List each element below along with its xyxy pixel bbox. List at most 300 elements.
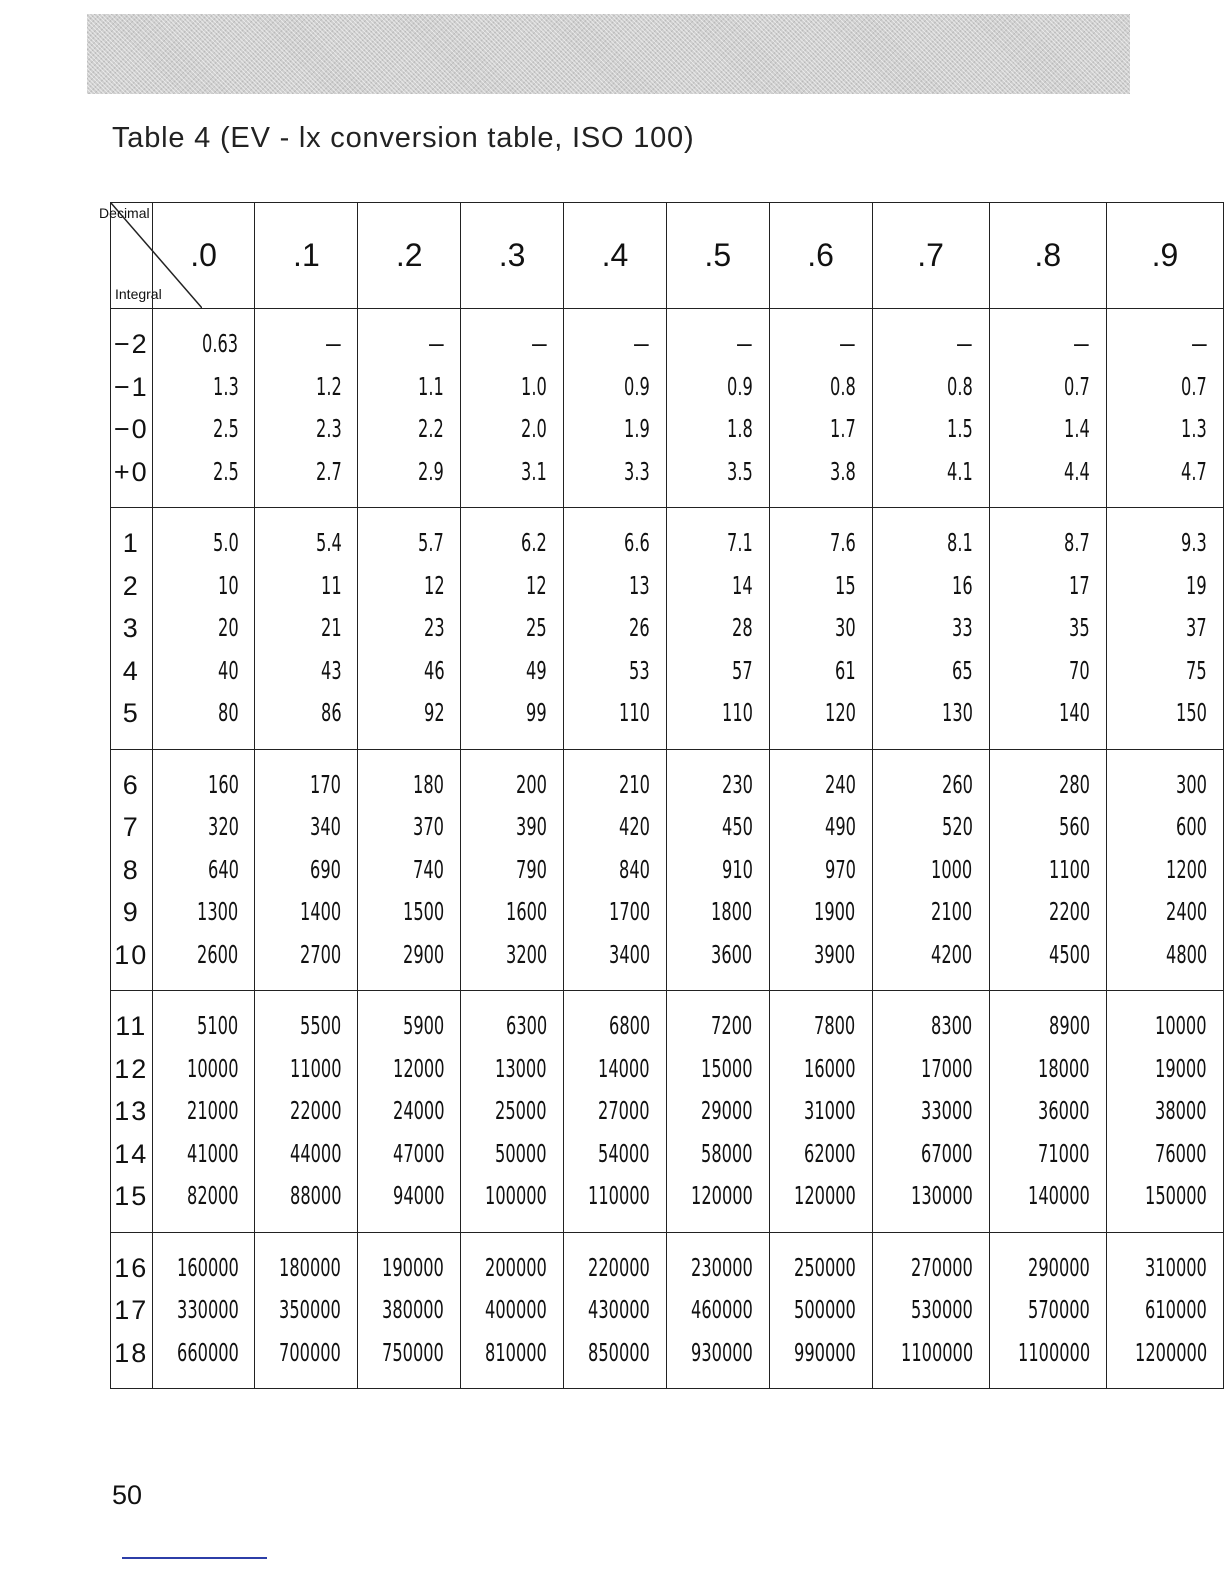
lux-value: 450 <box>721 812 753 841</box>
lux-value-cell <box>769 806 872 849</box>
lux-value-cell <box>152 522 255 565</box>
table-row <box>111 1090 1224 1133</box>
lux-value: 5.4 <box>315 528 342 557</box>
spacer-cell <box>872 976 989 991</box>
spacer-cell <box>152 1218 255 1233</box>
spacer-cell <box>564 991 667 1006</box>
spacer-cell <box>255 991 358 1006</box>
lux-value: 30 <box>834 613 856 642</box>
lux-value-cell <box>358 1175 461 1218</box>
lux-value-cell <box>255 1005 358 1048</box>
lux-value: — <box>956 329 973 358</box>
spacer-cell <box>564 1232 667 1247</box>
spacer-cell <box>872 493 989 508</box>
lux-value: 970 <box>824 854 856 884</box>
spacer-cell <box>111 1232 153 1247</box>
row-ev-label: +0 <box>111 451 153 494</box>
lux-value-cell <box>872 1247 989 1290</box>
lux-value: 94000 <box>392 1181 445 1210</box>
lux-value-cell <box>989 607 1106 650</box>
lux-value: 4500 <box>1048 939 1090 969</box>
group-spacer <box>111 735 1224 750</box>
lux-value-cell <box>358 1048 461 1091</box>
lux-value: 200 <box>516 769 547 799</box>
table-row <box>111 849 1224 892</box>
spacer-cell <box>255 1374 358 1389</box>
lux-value-cell <box>989 692 1106 735</box>
lux-value-cell <box>564 1247 667 1290</box>
lux-value: 240 <box>824 769 856 799</box>
lux-value: 57 <box>732 655 753 685</box>
lux-value: 340 <box>310 812 342 841</box>
lux-value-cell <box>461 1048 564 1091</box>
lux-value-cell <box>769 1289 872 1332</box>
table-row <box>111 891 1224 934</box>
lux-value: 21000 <box>186 1096 239 1125</box>
lux-value-cell <box>564 565 667 608</box>
lux-value: 3600 <box>711 939 753 969</box>
lux-value-cell <box>152 451 255 494</box>
lux-value-cell <box>872 1048 989 1091</box>
lux-value: 150000 <box>1145 1181 1207 1210</box>
lux-value-cell <box>255 1090 358 1133</box>
spacer-cell <box>769 976 872 991</box>
header-row <box>111 203 1224 309</box>
lux-value: 6.2 <box>521 528 547 557</box>
lux-value: — <box>325 329 342 358</box>
lux-value: 38000 <box>1155 1096 1207 1125</box>
spacer-cell <box>872 1218 989 1233</box>
lux-value: 10000 <box>1155 1011 1207 1040</box>
lux-value-cell <box>872 1090 989 1133</box>
lux-value-cell <box>769 1247 872 1290</box>
lux-value: 7200 <box>711 1011 753 1040</box>
spacer-cell <box>152 493 255 508</box>
lux-value: 300 <box>1176 769 1207 799</box>
lux-value-cell <box>461 1175 564 1218</box>
lux-value-cell <box>1106 1005 1223 1048</box>
lux-value: 28 <box>732 613 753 642</box>
lux-value-cell <box>989 849 1106 892</box>
row-ev-label: −0 <box>111 408 153 451</box>
spacer-cell <box>461 508 564 523</box>
lux-value-cell <box>989 1289 1106 1332</box>
lux-value-cell <box>461 607 564 650</box>
spacer-cell <box>769 309 872 324</box>
group-spacer <box>111 1374 1224 1389</box>
spacer-cell <box>1106 976 1223 991</box>
spacer-cell <box>358 1374 461 1389</box>
lux-value: 53 <box>629 655 650 685</box>
lux-value: 320 <box>207 812 239 841</box>
group-spacer <box>111 749 1224 764</box>
lux-value-cell <box>666 1133 769 1176</box>
spacer-cell <box>872 309 989 324</box>
lux-value: 1.2 <box>315 371 342 401</box>
lux-value: 310000 <box>1145 1252 1207 1282</box>
lux-value-cell <box>769 565 872 608</box>
spacer-cell <box>564 976 667 991</box>
lux-value-cell <box>989 1005 1106 1048</box>
lux-value: 5900 <box>402 1011 445 1040</box>
spacer-cell <box>111 735 153 750</box>
lux-value-cell <box>564 408 667 451</box>
spacer-cell <box>666 508 769 523</box>
lux-value: — <box>736 329 753 358</box>
lux-value-cell <box>564 451 667 494</box>
table-row <box>111 408 1224 451</box>
lux-value: 3.8 <box>829 456 856 486</box>
lux-value-cell <box>358 891 461 934</box>
lux-value: 390 <box>516 812 547 841</box>
spacer-cell <box>1106 749 1223 764</box>
lux-value-cell <box>769 366 872 409</box>
lux-value: 37 <box>1186 613 1207 642</box>
row-ev-label: 14 <box>111 1133 153 1176</box>
lux-value-cell <box>666 1090 769 1133</box>
lux-value-cell <box>666 692 769 735</box>
lux-value: 2.7 <box>315 456 342 486</box>
lux-value-cell <box>358 692 461 735</box>
lux-value-cell <box>255 764 358 807</box>
spacer-cell <box>152 735 255 750</box>
spacer-cell <box>989 508 1106 523</box>
lux-value-cell <box>989 1247 1106 1290</box>
lux-value: 420 <box>618 812 650 841</box>
lux-value-cell <box>666 565 769 608</box>
lux-value-cell <box>872 891 989 934</box>
lux-value-cell <box>769 607 872 650</box>
lux-value: 260 <box>941 769 973 799</box>
lux-value-cell <box>989 1090 1106 1133</box>
table-row <box>111 764 1224 807</box>
column-header: .8 <box>989 203 1106 309</box>
lux-value: 2400 <box>1165 897 1207 926</box>
lux-value: 2.5 <box>212 414 239 443</box>
lux-value-cell <box>769 522 872 565</box>
spacer-cell <box>872 735 989 750</box>
lux-value: 990000 <box>793 1337 856 1367</box>
lux-value-cell <box>989 650 1106 693</box>
lux-value: — <box>427 329 445 358</box>
lux-value-cell <box>152 692 255 735</box>
lux-value: 7.1 <box>726 528 753 557</box>
lux-value-cell <box>872 934 989 977</box>
spacer-cell <box>255 508 358 523</box>
lux-value-cell <box>255 1133 358 1176</box>
spacer-cell <box>461 1374 564 1389</box>
lux-value: 88000 <box>289 1181 342 1210</box>
lux-value-cell <box>989 806 1106 849</box>
lux-value: 19000 <box>1155 1053 1207 1083</box>
lux-value: 110000 <box>588 1181 650 1210</box>
spacer-cell <box>358 508 461 523</box>
row-ev-label: −2 <box>111 323 153 366</box>
lux-value: 21 <box>320 613 342 642</box>
lux-value-cell <box>666 323 769 366</box>
lux-value-cell <box>1106 1133 1223 1176</box>
lux-value: 2.3 <box>315 414 342 443</box>
lux-value-cell <box>872 323 989 366</box>
lux-value: 82000 <box>186 1181 239 1210</box>
lux-value: 200000 <box>485 1252 547 1282</box>
lux-value: 660000 <box>176 1337 239 1367</box>
column-header: .7 <box>872 203 989 309</box>
spacer-cell <box>564 309 667 324</box>
row-ev-label: 1 <box>111 522 153 565</box>
lux-value: 18000 <box>1038 1053 1090 1083</box>
lux-value: 490 <box>824 812 856 841</box>
lux-value-cell <box>564 806 667 849</box>
row-ev-label: 13 <box>111 1090 153 1133</box>
lux-value: 3.3 <box>624 456 650 486</box>
spacer-cell <box>989 976 1106 991</box>
lux-value-cell <box>358 650 461 693</box>
lux-value-cell <box>989 522 1106 565</box>
table-row <box>111 366 1224 409</box>
lux-value: 0.9 <box>726 371 753 401</box>
lux-value: 8.7 <box>1064 528 1090 557</box>
table-row <box>111 806 1224 849</box>
lux-value-cell <box>358 806 461 849</box>
lux-value: 2900 <box>402 939 445 969</box>
lux-value: 62000 <box>804 1138 856 1168</box>
lux-value-cell <box>666 408 769 451</box>
lux-value: 230 <box>721 769 753 799</box>
table-row <box>111 1175 1224 1218</box>
lux-value: 1800 <box>711 897 753 926</box>
lux-value-cell <box>769 1332 872 1375</box>
lux-value-cell <box>1106 408 1223 451</box>
lux-value-cell <box>1106 934 1223 977</box>
table-row <box>111 692 1224 735</box>
lux-value-cell <box>152 408 255 451</box>
spacer-cell <box>358 991 461 1006</box>
row-ev-label: 12 <box>111 1048 153 1091</box>
spacer-cell <box>564 1218 667 1233</box>
lux-value-cell <box>152 565 255 608</box>
lux-value-cell <box>152 1090 255 1133</box>
lux-value-cell <box>255 1332 358 1375</box>
lux-value: 220000 <box>588 1252 650 1282</box>
lux-value-cell <box>255 1048 358 1091</box>
lux-value-cell <box>358 323 461 366</box>
lux-value-cell <box>989 1332 1106 1375</box>
column-header: .0 <box>152 203 255 309</box>
lux-value-cell <box>666 806 769 849</box>
lux-value: 46 <box>423 655 445 685</box>
lux-value-cell <box>461 565 564 608</box>
lux-value-cell <box>872 607 989 650</box>
lux-value: 4.4 <box>1064 456 1090 486</box>
lux-value: 280 <box>1058 769 1090 799</box>
lux-value: 120000 <box>793 1181 856 1210</box>
lux-value: 5100 <box>197 1011 239 1040</box>
lux-value-cell <box>152 764 255 807</box>
lux-value: — <box>1190 329 1207 358</box>
lux-value-cell <box>769 323 872 366</box>
lux-value-cell <box>152 1133 255 1176</box>
lux-value-cell <box>989 764 1106 807</box>
lux-value-cell <box>1106 764 1223 807</box>
lux-value-cell <box>872 849 989 892</box>
spacer-cell <box>769 1374 872 1389</box>
lux-value: 19 <box>1186 570 1207 600</box>
lux-value-cell <box>564 849 667 892</box>
lux-value-cell <box>461 934 564 977</box>
spacer-cell <box>358 1218 461 1233</box>
spacer-cell <box>111 1218 153 1233</box>
lux-value: 430000 <box>588 1295 650 1324</box>
lux-value-cell <box>564 934 667 977</box>
lux-value-cell <box>358 934 461 977</box>
lux-value: 6800 <box>608 1011 650 1040</box>
lux-value-cell <box>769 1175 872 1218</box>
lux-value-cell <box>666 934 769 977</box>
lux-value-cell <box>769 692 872 735</box>
lux-value: 250000 <box>793 1252 856 1282</box>
lux-value-cell <box>989 565 1106 608</box>
lux-value: 1.5 <box>946 414 973 443</box>
lux-value-cell <box>666 1175 769 1218</box>
lux-value: 80 <box>217 698 239 727</box>
lux-value: 36000 <box>1038 1096 1090 1125</box>
lux-value: 270000 <box>910 1252 973 1282</box>
lux-value-cell <box>872 764 989 807</box>
spacer-cell <box>152 749 255 764</box>
lux-value: 0.7 <box>1064 371 1090 401</box>
lux-value-cell <box>989 1048 1106 1091</box>
spacer-cell <box>564 735 667 750</box>
spacer-cell <box>255 735 358 750</box>
lux-value-cell <box>255 1175 358 1218</box>
lux-value: 1300 <box>197 897 239 926</box>
row-ev-label: 3 <box>111 607 153 650</box>
lux-value-cell <box>461 1090 564 1133</box>
lux-value-cell <box>461 891 564 934</box>
lux-value-cell <box>564 1133 667 1176</box>
row-ev-label: 4 <box>111 650 153 693</box>
lux-value: 44000 <box>289 1138 342 1168</box>
lux-value-cell <box>255 934 358 977</box>
lux-value: 110 <box>721 698 753 727</box>
lux-value-cell <box>666 366 769 409</box>
header-band <box>87 14 1130 94</box>
lux-value-cell <box>461 451 564 494</box>
lux-value: 25000 <box>495 1096 547 1125</box>
lux-value: 10 <box>217 570 239 600</box>
spacer-cell <box>564 508 667 523</box>
lux-value: 61 <box>834 655 856 685</box>
lux-value-cell <box>769 849 872 892</box>
table-row <box>111 607 1224 650</box>
row-ev-label: 18 <box>111 1332 153 1375</box>
row-ev-label: 17 <box>111 1289 153 1332</box>
lux-value: 15 <box>834 570 856 600</box>
lux-value-cell <box>461 1005 564 1048</box>
lux-value: 1900 <box>814 897 856 926</box>
lux-value: 7800 <box>814 1011 856 1040</box>
lux-value: 3900 <box>814 939 856 969</box>
lux-value: 1.0 <box>521 371 547 401</box>
table-row <box>111 565 1224 608</box>
lux-value-cell <box>564 366 667 409</box>
lux-value-cell <box>989 451 1106 494</box>
lux-value: 140000 <box>1028 1181 1090 1210</box>
spacer-cell <box>872 1374 989 1389</box>
spacer-cell <box>152 309 255 324</box>
lux-value: 4800 <box>1165 939 1207 969</box>
table-row <box>111 934 1224 977</box>
spacer-cell <box>358 493 461 508</box>
row-ev-label: 5 <box>111 692 153 735</box>
spacer-cell <box>255 493 358 508</box>
lux-value-cell <box>564 1175 667 1218</box>
lux-value: 140 <box>1058 698 1090 727</box>
table-row <box>111 1289 1224 1332</box>
spacer-cell <box>461 493 564 508</box>
lux-value-cell <box>769 1005 872 1048</box>
lux-value: 2.2 <box>418 414 445 443</box>
table-row <box>111 650 1224 693</box>
spacer-cell <box>989 735 1106 750</box>
spacer-cell <box>358 749 461 764</box>
lux-value-cell <box>1106 1247 1223 1290</box>
lux-value: 13000 <box>495 1053 547 1083</box>
lux-value-cell <box>769 650 872 693</box>
lux-value-cell <box>152 1175 255 1218</box>
lux-value-cell <box>666 1005 769 1048</box>
spacer-cell <box>769 991 872 1006</box>
lux-value: 1700 <box>608 897 650 926</box>
table-row <box>111 1133 1224 1176</box>
lux-value-cell <box>255 323 358 366</box>
lux-value: 24000 <box>392 1096 445 1125</box>
spacer-cell <box>111 309 153 324</box>
corner-cell <box>99 203 162 309</box>
lux-value-cell <box>872 1005 989 1048</box>
lux-value: 7.6 <box>829 528 856 557</box>
lux-value: 27000 <box>598 1096 650 1125</box>
lux-value-cell <box>666 1289 769 1332</box>
spacer-cell <box>989 749 1106 764</box>
lux-value-cell <box>461 1247 564 1290</box>
spacer-cell <box>989 493 1106 508</box>
spacer-cell <box>769 493 872 508</box>
column-header: .4 <box>564 203 667 309</box>
lux-value-cell <box>666 522 769 565</box>
spacer-cell <box>666 991 769 1006</box>
lux-value-cell <box>666 1247 769 1290</box>
lux-value-cell <box>358 1247 461 1290</box>
lux-value-cell <box>989 934 1106 977</box>
lux-value: 9.3 <box>1181 528 1207 557</box>
spacer-cell <box>255 1232 358 1247</box>
spacer-cell <box>152 1232 255 1247</box>
lux-value-cell <box>666 451 769 494</box>
lux-value-cell <box>461 849 564 892</box>
lux-value-cell <box>872 1289 989 1332</box>
lux-value: 29000 <box>701 1096 753 1125</box>
group-spacer <box>111 1232 1224 1247</box>
lux-value: 6.6 <box>624 528 650 557</box>
lux-value: 17000 <box>921 1053 973 1083</box>
lux-value-cell <box>358 849 461 892</box>
lux-value: 0.7 <box>1181 371 1207 401</box>
lux-value: 11000 <box>289 1053 342 1083</box>
lux-value-cell <box>872 1332 989 1375</box>
lux-value-cell <box>666 1048 769 1091</box>
